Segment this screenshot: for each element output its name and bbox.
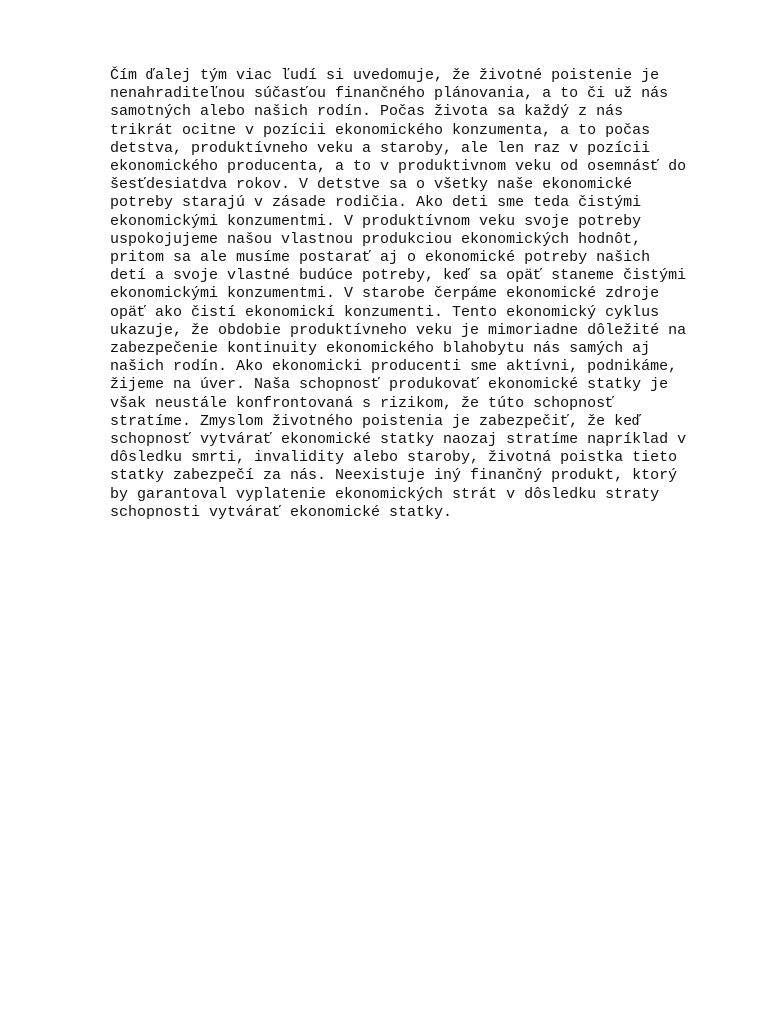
text-line: však neustále konfrontovaná s rizikom, že túto schopnosť	[110, 394, 615, 412]
text-line: pritom sa ale musíme postarať aj o ekonomické potreby našich	[110, 249, 651, 267]
text-line: Čím ďalej tým viac ľudí si uvedomuje, že životné poistenie je	[110, 67, 660, 84]
text-line: ekonomického producenta, a to v produktivnom veku od osemnásť do	[110, 158, 687, 176]
body-paragraph	[110, 67, 720, 522]
text-line: našich rodín. Ako ekonomicki producenti sme aktívni, podnikáme,	[110, 358, 678, 376]
text-line: detstva, produktívneho veku a staroby, ale len raz v pozícii	[110, 139, 651, 157]
text-line: ekonomickými konzumentmi. V produktívnom veku svoje potreby	[110, 212, 642, 230]
text-line: ekonomickými konzumentmi. V starobe čerpáme ekonomické zdroje	[110, 285, 660, 303]
text-line: schopnosti vytvárať ekonomické statky.	[110, 503, 453, 521]
text-line: ukazuje, že obdobie produktívneho veku je mimoriadne dôležité na	[110, 321, 687, 339]
text-line: schopnosť vytvárať ekonomické statky naozaj stratíme napríklad v	[110, 431, 687, 449]
text-line: samotných alebo našich rodín. Počas života sa každý z nás	[110, 103, 624, 121]
text-line: šesťdesiatdva rokov. V detstve sa o všetky naše ekonomické	[110, 176, 633, 194]
text-line: opäť ako čistí ekonomickí konzumenti. Tento ekonomický cyklus	[110, 303, 660, 321]
text-line: trikrát ocitne v pozícii ekonomického konzumenta, a to počas	[110, 121, 651, 139]
text-line: nenahraditeľnou súčasťou finančného plánovania, a to či už nás	[110, 85, 669, 103]
text-line: dôsledku smrti, invalidity alebo staroby, životná poistka tieto	[110, 449, 678, 467]
text-line: by garantoval vyplatenie ekonomických strát v dôsledku straty	[110, 485, 660, 503]
text-line: detí a svoje vlastné budúce potreby, keď sa opäť staneme čistými	[110, 267, 687, 285]
text-line: žijeme na úver. Naša schopnosť produkovať ekonomické statky je	[110, 376, 669, 394]
text-line: statky zabezpečí za nás. Neexistuje iný finančný produkt, ktorý	[110, 467, 678, 485]
text-line: potreby starajú v zásade rodičia. Ako deti sme teda čistými	[110, 194, 642, 212]
text-line: stratíme. Zmyslom životného poistenia je zabezpečiť, že keď	[110, 412, 642, 430]
text-line: uspokojujeme našou vlastnou produkciou ekonomických hodnôt,	[110, 230, 642, 248]
text-line: zabezpečenie kontinuity ekonomického blahobytu nás samých aj	[110, 340, 651, 358]
